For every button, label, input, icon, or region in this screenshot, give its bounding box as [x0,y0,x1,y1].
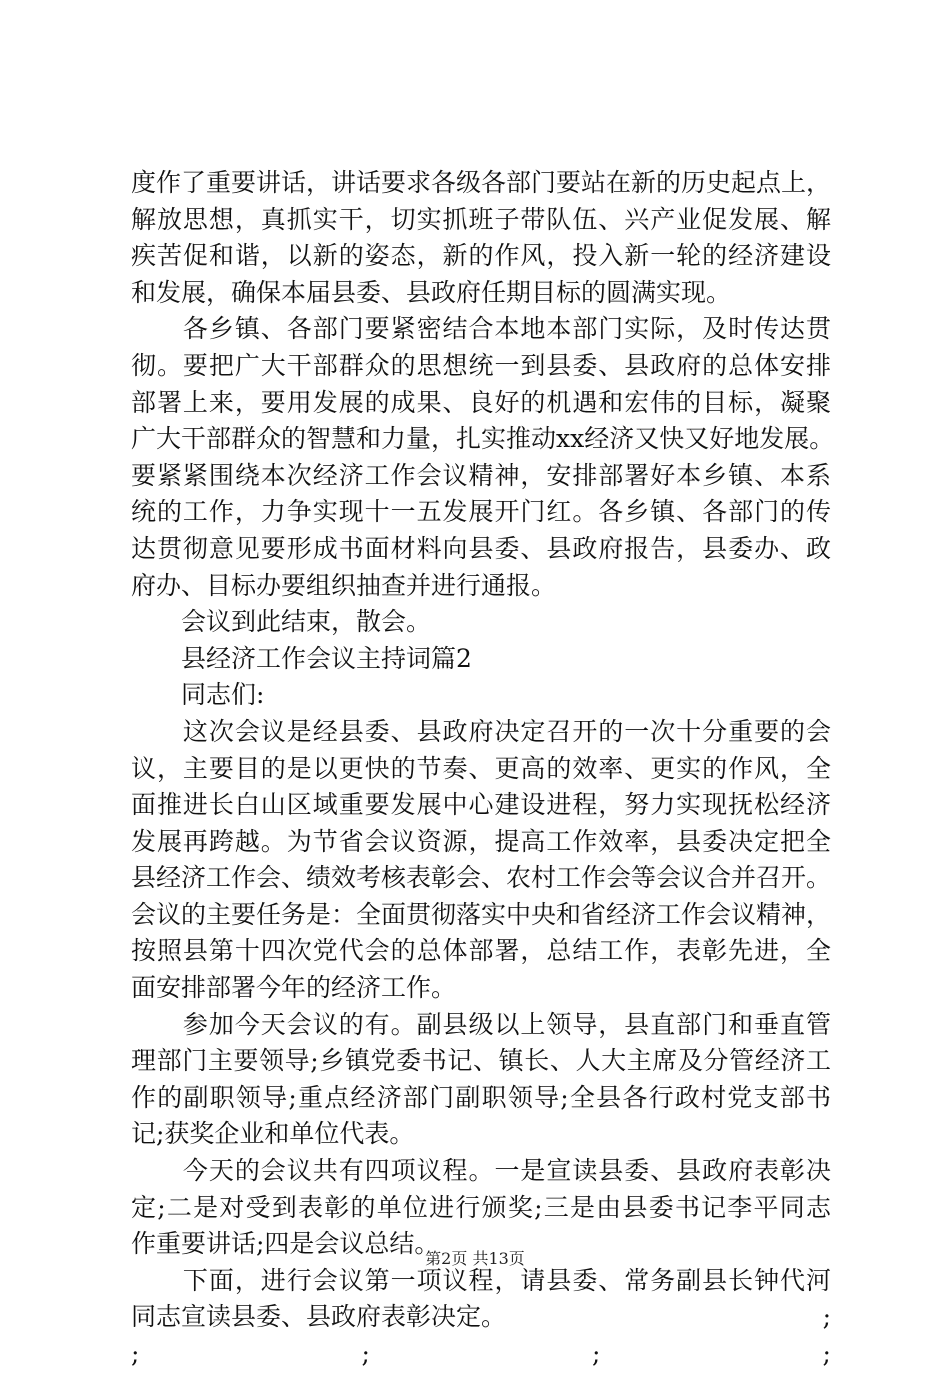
text-line: 理部门主要领导;乡镇党委书记、镇长、人大主席及分管经济工 [131,1046,831,1076]
text-line: 县经济工作会、绩效考核表彰会、农村工作会等会议合并召开。 [131,863,832,893]
text-line: 面安排部署今年的经济工作。 [131,973,457,1003]
trailing-semicolon: ; [822,1302,831,1332]
announcement-text: 同志宣读县委、县政府表彰决定。 [131,1302,507,1332]
text-line: 部署上来，要用发展的成果、良好的机遇和宏伟的目标，凝聚 [131,387,831,417]
semicolon-mark: ; [822,1339,831,1368]
text-line: 会议的主要任务是：全面贯彻落实中央和省经济工作会议精神， [131,899,832,929]
text-line: 府办、目标办要组织抽查并进行通报。 [131,570,557,600]
page-footer [0,1246,950,1269]
text-line: 作重要讲话;四是会议总结。 [131,1229,440,1259]
text-line: 今天的会议共有四项议程。一是宣读县委、县政府表彰决 [131,1156,831,1186]
text-line: 达贯彻意见要形成书面材料向县委、县政府报告，县委办、政 [131,533,831,563]
text-line: 作的副职领导;重点经济部门副职领导;全县各行政村党支部书 [131,1082,831,1112]
semicolon-separator-row [131,1336,831,1373]
text-line: 各乡镇、各部门要紧密结合本地本部门实际，及时传达贯 [131,314,831,344]
semicolon-mark: ; [361,1339,370,1368]
text-line: 解放思想，真抓实干，切实抓班子带队伍、兴产业促发展、解 [131,204,831,234]
text-line: 议，主要目的是以更快的节奏、更高的效率、更实的作风，全 [131,753,831,783]
announcement-line [131,1299,831,1336]
text-line: 要紧紧围绕本次经济工作会议精神，安排部署好本乡镇、本系 [131,460,831,490]
document-body [131,165,835,1373]
text-line: 会议到此结束，散会。 [131,607,432,637]
text-line: 彻。要把广大干部群众的思想统一到县委、县政府的总体安排 [131,350,831,380]
paragraph-lines [131,165,835,1299]
text-line: 广大干部群众的智慧和力量，扎实推动xx经济又快又好地发展。 [131,424,835,454]
text-line: 发展再跨越。为节省会议资源，提高工作效率，县委决定把全 [131,826,831,856]
text-line: 度作了重要讲话，讲话要求各级各部门要站在新的历史起点上， [131,168,832,197]
text-line: 参加今天会议的有。副县级以上领导，县直部门和垂直管 [131,1009,831,1039]
text-line: 按照县第十四次党代会的总体部署，总结工作，表彰先进，全 [131,936,831,966]
text-line: 统的工作，力争实现十一五发展开门红。各乡镇、各部门的传 [131,497,831,527]
text-line: 这次会议是经县委、县政府决定召开的一次十分重要的会 [131,716,831,746]
text-line: 县经济工作会议主持词篇2 [131,643,472,673]
text-line: 下面，进行会议第一项议程，请县委、常务副县长钟代河 [131,1265,831,1295]
semicolon-mark: ; [131,1339,140,1368]
text-line: 和发展，确保本届县委、县政府任期目标的圆满实现。 [131,277,732,307]
text-line: 疾苦促和谐，以新的姿态，新的作风，投入新一轮的经济建设 [131,241,831,271]
text-line: 面推进长白山区域重要发展中心建设进程，努力实现抚松经济 [131,790,831,820]
page-number-label: 第2页 共13页 [425,1249,525,1268]
text-line: 同志们: [131,680,265,710]
text-line: 记;获奖企业和单位代表。 [131,1119,415,1149]
semicolon-mark: ; [592,1339,601,1368]
text-line: 定;二是对受到表彰的单位进行颁奖;三是由县委书记李平同志 [131,1192,831,1222]
